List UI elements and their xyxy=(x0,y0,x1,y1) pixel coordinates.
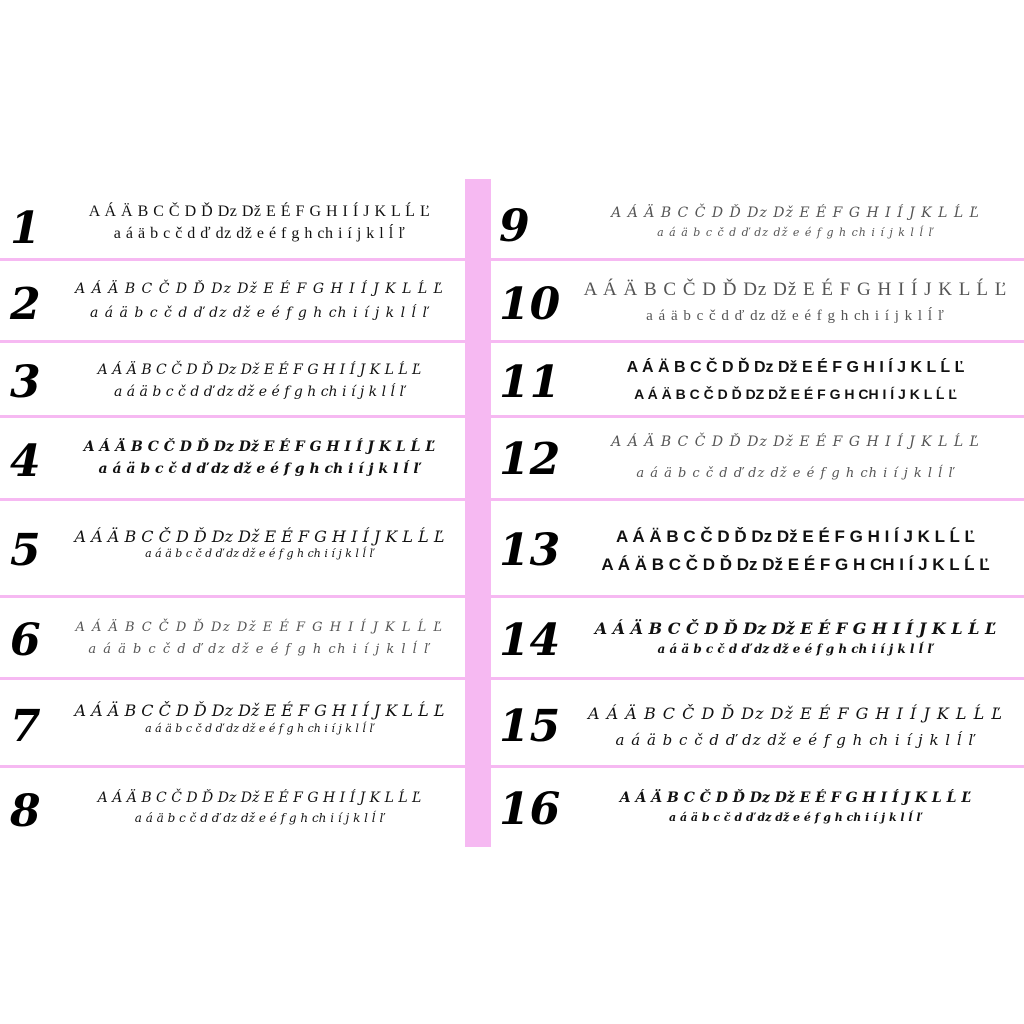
font-row-7 xyxy=(0,683,465,763)
font-number: 2 xyxy=(10,279,41,330)
uppercase-sample: A Á Ä B C Č D Ď Dz Dž E É F G H I Í J K L Ĺ Ľ xyxy=(74,701,445,720)
font-number: 9 xyxy=(499,201,530,252)
row-separator xyxy=(0,258,465,261)
alphabet-sample xyxy=(60,788,459,828)
alphabet-sample xyxy=(575,426,1016,490)
column-divider xyxy=(465,179,491,847)
font-number: 11 xyxy=(499,357,561,408)
lowercase-sample: a á ä b c č d ď dz dž e é f g h ch i í j k l ĺ ľ xyxy=(669,811,922,824)
alphabet-sample xyxy=(575,701,1016,753)
lowercase-sample: a á ä b c č d ď dz dž e é f g h ch i í j k l ĺ ľ xyxy=(636,466,955,481)
lowercase-sample: A Á Ä B C Č D Ď DZ DŽ E É F G H CH I Í J K L Ĺ Ľ xyxy=(634,386,957,402)
font-number: 5 xyxy=(10,525,41,576)
lowercase-sample: a á ä b c č d ď dz dž e é f g h ch i í j k l ĺ ľ xyxy=(646,308,945,324)
alphabet-sample xyxy=(60,359,459,403)
font-row-9 xyxy=(491,195,1024,255)
lowercase-sample: a á ä b c č d ď dz dž e é f g h ch i í j k l ĺ ľ xyxy=(89,305,430,321)
row-separator xyxy=(0,340,465,343)
font-number: 6 xyxy=(10,615,41,666)
lowercase-sample: a á ä b c č d ď dz dž e é f g h ch i í j k l ĺ ľ xyxy=(113,384,406,400)
row-separator xyxy=(0,415,465,418)
lowercase-sample: a á ä b c č d ď dz dž e é f g h ch i í j k l ĺ ľ xyxy=(657,642,934,656)
row-separator xyxy=(0,677,465,680)
row-separator xyxy=(0,765,465,768)
uppercase-sample: A Á Ä B C Č D Ď Dz Dž E É F G H I Í J K L Ĺ Ľ xyxy=(626,359,965,376)
font-number: 14 xyxy=(499,615,561,666)
uppercase-sample: A Á Ä B C Č D Ď Dz Dž E É F G H I Í J K L Ĺ Ľ xyxy=(75,620,444,635)
row-separator xyxy=(0,498,465,501)
font-row-12 xyxy=(491,422,1024,496)
alphabet-sample xyxy=(60,277,459,325)
font-row-10 xyxy=(491,265,1024,337)
alphabet-sample xyxy=(60,617,459,661)
font-number: 13 xyxy=(499,525,561,576)
row-separator xyxy=(491,258,1024,261)
alphabet-sample xyxy=(575,355,1016,407)
uppercase-sample: A Á Ä B C Č D Ď Dz Dž E É F G H I Í J K L Ĺ Ľ xyxy=(75,281,444,297)
uppercase-sample: A Á Ä B C Č D Ď Dz Dž E É F G H I Í J K L Ĺ Ľ xyxy=(611,205,980,221)
uppercase-sample: A Á Ä B C Č D Ď Dz Dž E É F G H I Í J K L Ĺ Ľ xyxy=(97,362,422,378)
font-number: 4 xyxy=(10,436,41,487)
font-row-15 xyxy=(491,683,1024,763)
font-row-11 xyxy=(491,345,1024,413)
alphabet-sample xyxy=(575,203,1016,243)
row-separator xyxy=(491,765,1024,768)
alphabet-sample xyxy=(575,523,1016,579)
font-number: 7 xyxy=(10,701,41,752)
uppercase-sample: A Á Ä B C Č D Ď Dz Dž E É F G H I Í J K L Ĺ Ľ xyxy=(619,790,972,806)
font-number: 1 xyxy=(10,203,41,254)
font-number: 10 xyxy=(499,279,561,330)
row-separator xyxy=(0,595,465,598)
font-row-6 xyxy=(0,603,465,675)
alphabet-sample xyxy=(60,201,459,245)
alphabet-sample xyxy=(60,527,459,561)
lowercase-sample: a á ä b c č d ď dz dž e é f g h ch i í j k l ĺ ľ xyxy=(134,811,385,825)
row-separator xyxy=(491,498,1024,501)
alphabet-sample xyxy=(575,277,1016,329)
alphabet-sample xyxy=(575,788,1016,828)
alphabet-sample xyxy=(575,619,1016,659)
alphabet-sample xyxy=(60,701,459,737)
font-row-5 xyxy=(0,505,465,591)
font-row-1 xyxy=(0,195,465,255)
font-number: 12 xyxy=(499,434,561,485)
font-row-13 xyxy=(491,505,1024,591)
uppercase-sample: A Á Ä B C Č D Ď Dz Dž E É F G H I Í J K L Ĺ Ľ xyxy=(616,527,975,546)
uppercase-sample: A Á Ä B C Č D Ď Dz Dž E É F G H I Í J K L Ĺ Ľ xyxy=(83,439,436,455)
uppercase-sample: A Á Ä B C Č D Ď Dz Dž E É F G H I Í J K L Ĺ Ľ xyxy=(74,527,445,546)
uppercase-sample: A Á Ä B C Č D Ď Dz Dž E É F G H I Í J K L Ĺ Ľ xyxy=(583,279,1008,300)
lowercase-sample: a á ä b c č d ď dz dž e é f g h ch i í j k l ĺ ľ xyxy=(88,642,431,657)
uppercase-sample: A Á Ä B C Č D Ď Dz Dž E É F G H I Í J K L Ĺ Ľ xyxy=(588,704,1003,723)
row-separator xyxy=(491,677,1024,680)
row-separator xyxy=(491,340,1024,343)
font-row-14 xyxy=(491,603,1024,675)
lowercase-sample: a á ä b c č d ď dz dž e é f g h ch i í j k l ĺ ľ xyxy=(657,226,934,239)
font-row-8 xyxy=(0,772,465,842)
uppercase-sample: A Á Ä B C Č D Ď Dz Dž E É F G H I Í J K L Ĺ Ľ xyxy=(97,790,422,806)
uppercase-sample: A Á Ä B C Č D Ď Dz Dž E É F G H I Í J K L Ĺ Ľ xyxy=(594,619,997,638)
font-number: 15 xyxy=(499,701,561,752)
uppercase-sample: A Á Ä B C Č D Ď Dz Dž E É F G H I Í J K L Ĺ Ľ xyxy=(88,203,431,220)
uppercase-sample: A Á Ä B C Č D Ď Dz Dž E É F G H I Í J K L Ĺ Ľ xyxy=(611,434,980,450)
lowercase-sample: A Á Ä B C Č D Ď Dz Dž E É F G H CH I Í J K L Ĺ Ľ xyxy=(601,555,990,574)
font-row-16 xyxy=(491,772,1024,842)
alphabet-sample xyxy=(60,436,459,480)
lowercase-sample: a á ä b c č d ď dz dž e é f g h ch i í j k l ĺ ľ xyxy=(145,547,374,560)
lowercase-sample: a á ä b c č d ď dz dž e é f g h ch i í j k l ĺ ľ xyxy=(145,722,374,735)
font-number: 3 xyxy=(10,357,41,408)
font-row-3 xyxy=(0,345,465,413)
lowercase-sample: a á ä b c č d ď dz dž e é f g h ch i í j k l ĺ ľ xyxy=(98,461,421,477)
lowercase-sample: a á ä b c č d ď dz dž e é f g h ch i í j k l ĺ ľ xyxy=(113,225,406,242)
font-row-2 xyxy=(0,265,465,337)
lowercase-sample: a á ä b c č d ď dz dž e é f g h ch i í j k l ĺ ľ xyxy=(615,731,976,749)
row-separator xyxy=(491,415,1024,418)
font-row-4 xyxy=(0,422,465,496)
font-number: 8 xyxy=(10,786,41,837)
font-number: 16 xyxy=(499,784,561,835)
row-separator xyxy=(491,595,1024,598)
